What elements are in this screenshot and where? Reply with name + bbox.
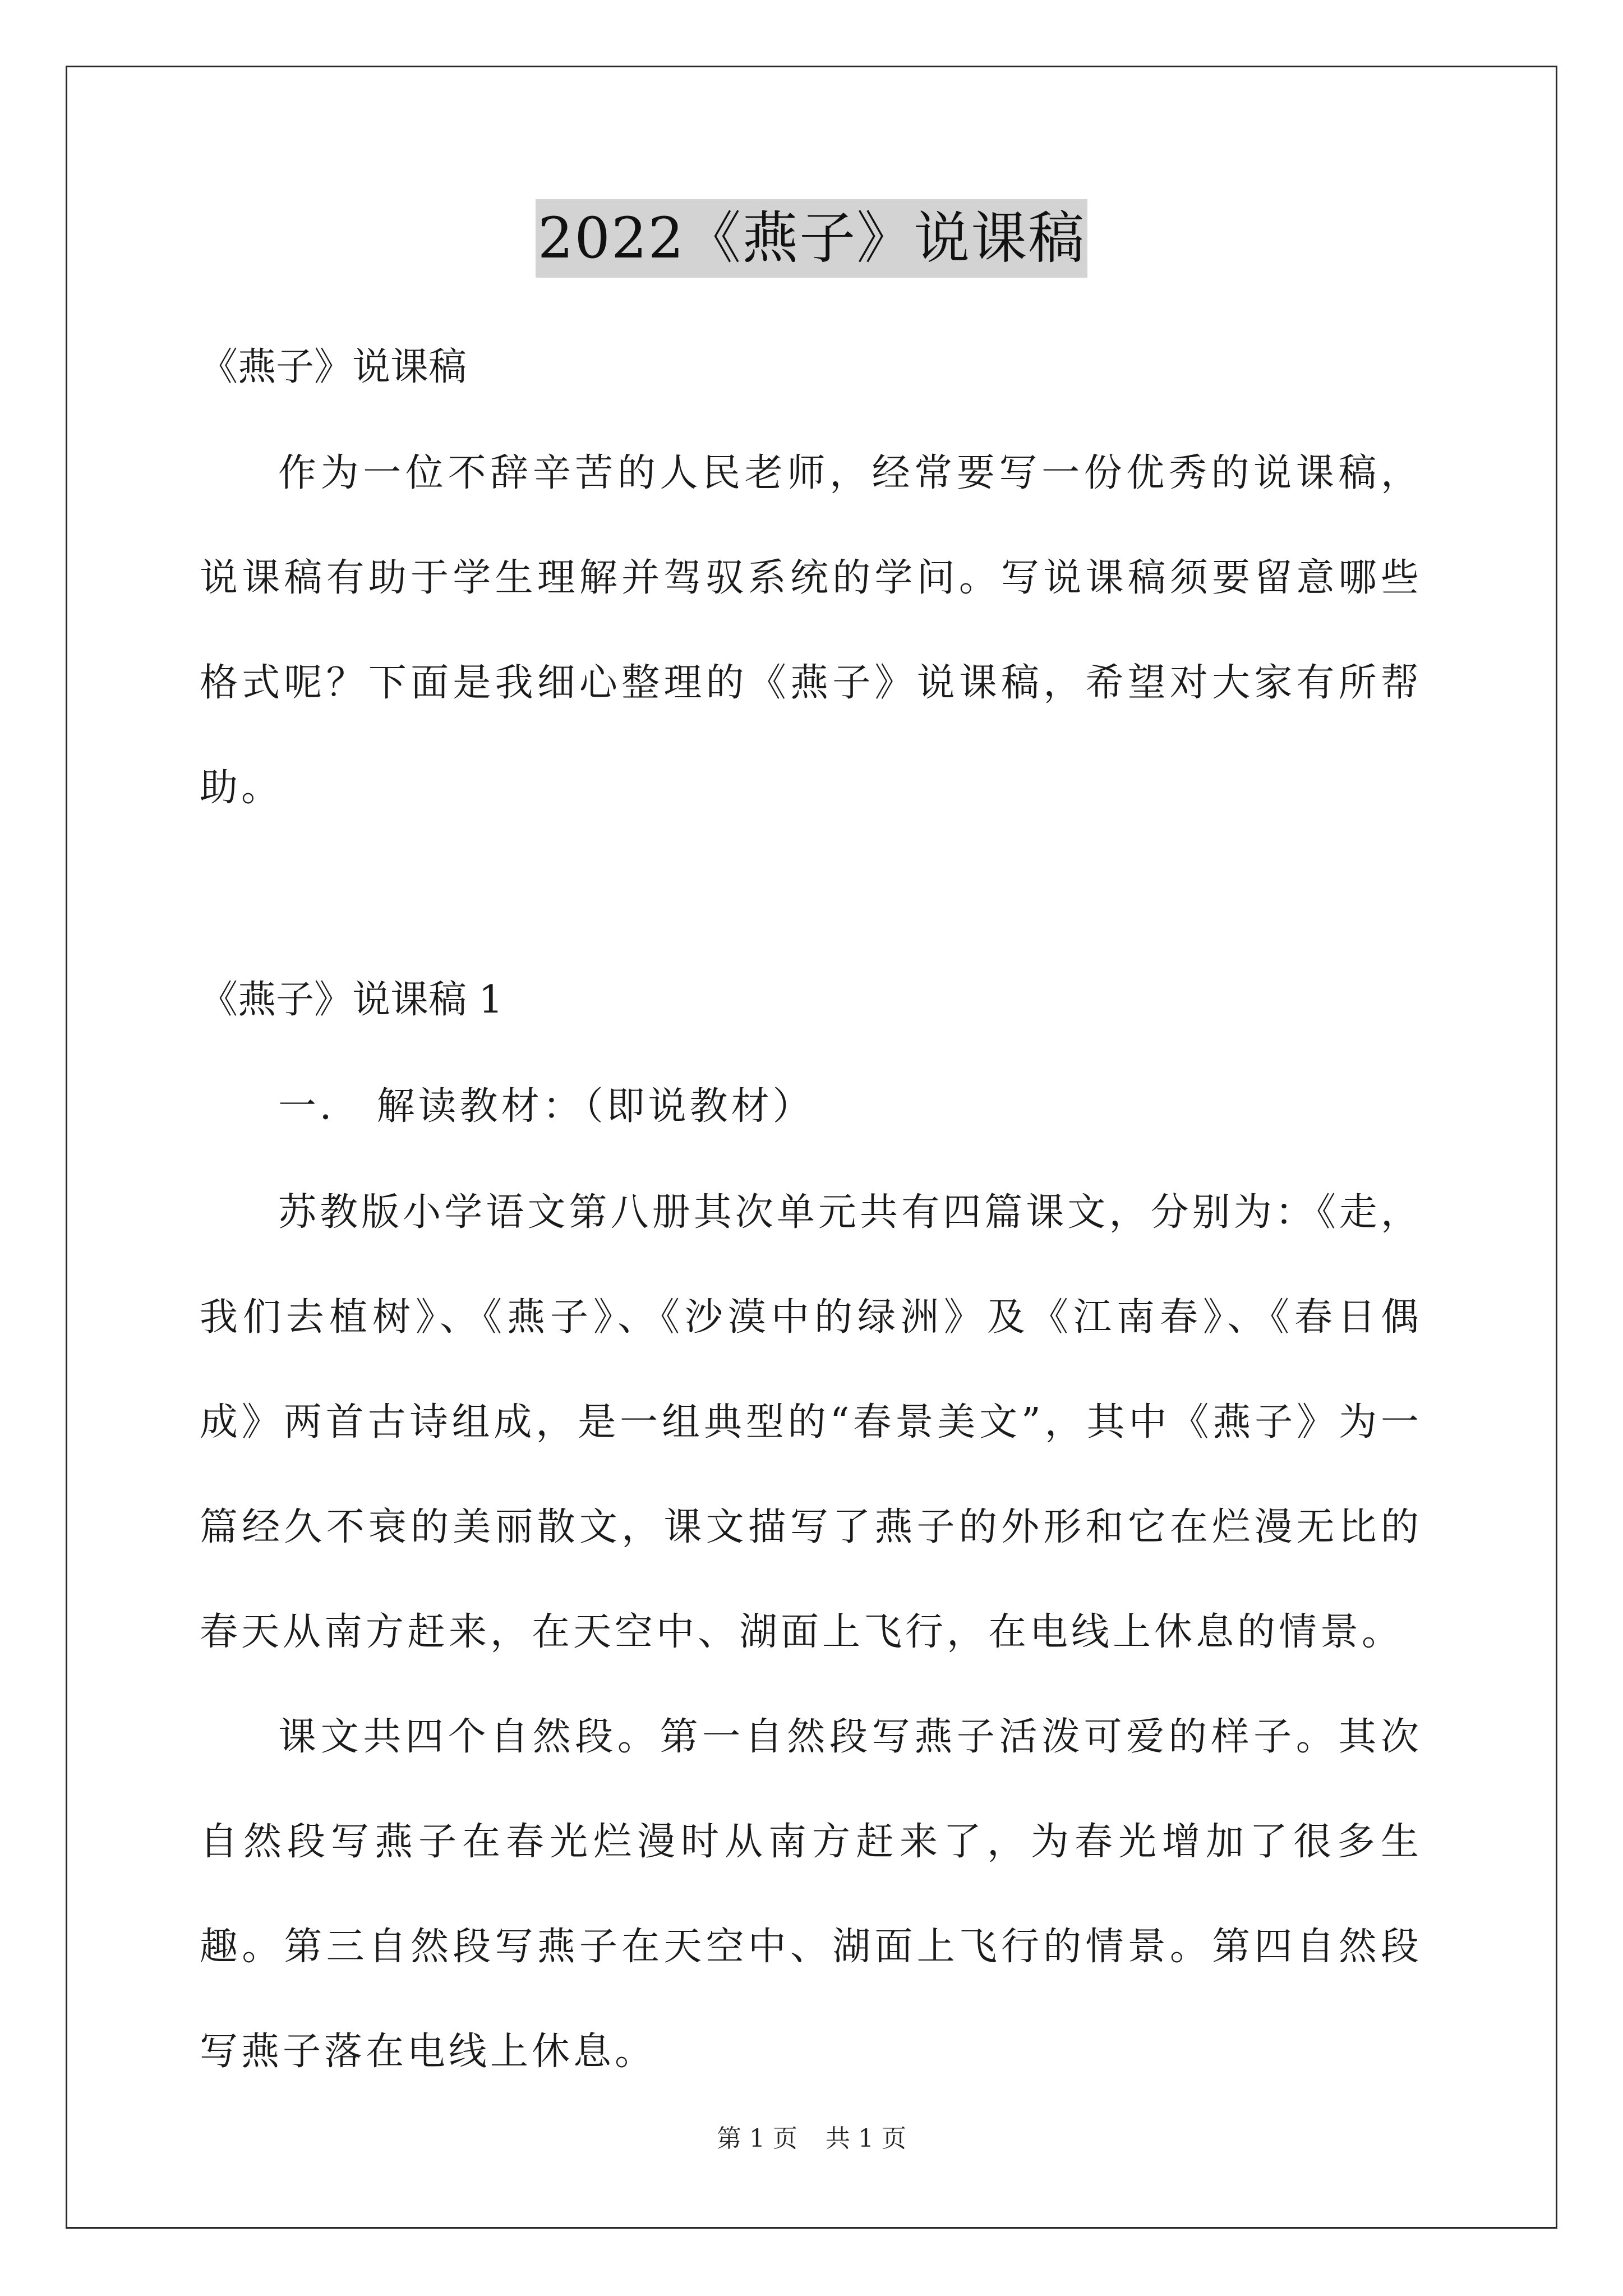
body-paragraph-2: 课文共四个自然段。第一自然段写燕子活泼可爱的样子。其次自然段写燕子在春光烂漫时从南方赶来了，为春光增加了很多生趣。第三自然段写燕子在天空中、湖面上飞行的情景。第四自然段写燕子落在电线上休息。 xyxy=(200,1715,1422,2074)
page-number: 第 1 页 xyxy=(717,2124,797,2153)
document-subtitle: 《燕子》说课稿 xyxy=(200,345,467,389)
document-title: 2022《燕子》说课稿 xyxy=(536,199,1088,278)
page-footer xyxy=(0,2122,1623,2156)
document-body xyxy=(200,314,1422,2104)
intro-paragraph: 作为一位不辞辛苦的人民老师，经常要写一份优秀的说课稿，说课稿有助于学生理解并驾驭系统的学问。写说课稿须要留意哪些格式呢？下面是我细心整理的《燕子》说课稿，希望对大家有所帮助。 xyxy=(200,451,1422,810)
page-total: 共 1 页 xyxy=(826,2124,906,2153)
heading-one: 一． 解读教材：（即说教材） xyxy=(278,1084,814,1129)
title-container xyxy=(0,199,1623,278)
paragraph-spacer xyxy=(200,840,1422,947)
section-title: 《燕子》说课稿 1 xyxy=(200,978,503,1022)
body-paragraph-1: 苏教版小学语文第八册其次单元共有四篇课文，分别为：《走，我们去植树》、《燕子》、《沙漠中的绿洲》及《江南春》、《春日偶成》两首古诗组成，是一组典型的“春景美文”，其中《燕子》为一篇经久不衰的美丽散文，课文描写了燕子的外形和它在烂漫无比的春天从南方赶来，在天空中、湖面上飞行，在电线上休息的情景。 xyxy=(200,1190,1422,1654)
